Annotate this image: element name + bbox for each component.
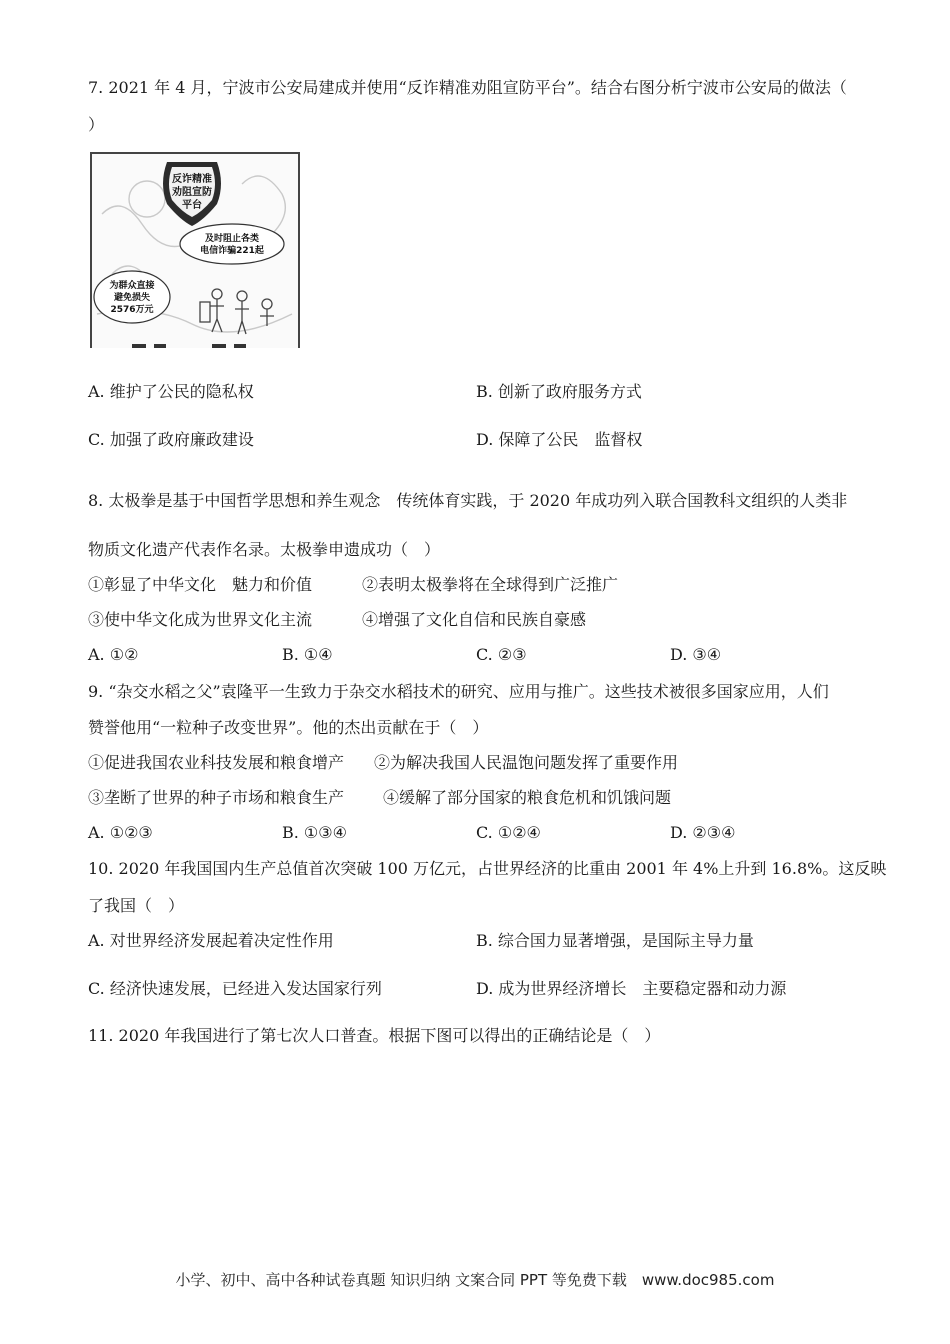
q9-stem-line2: 赞誉他用“一粒种子改变世界”。他的杰出贡献在于（ ） [88,718,489,737]
q11-stem-line1: 11. 2020 年我国进行了第七次人口普查。根据下图可以得出的正确结论是（ ） [88,1026,661,1045]
q9-option-a[interactable]: A. ①②③ [88,823,153,842]
shield-text-3: 平台 [182,200,202,211]
q9-option-c[interactable]: C. ①②④ [476,823,541,842]
q8-stem-line1: 8. 太极拳是基于中国哲学思想和养生观念 传统体育实践，于 2020 年成功列入联合国教科文组织的人类非 [88,491,848,510]
q10-option-d[interactable]: D. 成为世界经济增长 主要稳定器和动力源 [476,979,787,998]
q10-stem-line2: 了我国（ ） [88,896,185,915]
q9-option-d[interactable]: D. ②③④ [670,823,736,842]
q7-cartoon [92,154,298,348]
shield-text-2: 劝阻宣防 [172,187,212,198]
people-figures [200,289,274,334]
q8-statement-4: ④增强了文化自信和民族自豪感 [362,610,587,629]
caption-cutoff [132,344,246,348]
q10-stem-line1: 10. 2020 年我国国内生产总值首次突破 100 万亿元，占世界经济的比重由 2001 年 4%上升到 16.8%。这反映 [88,859,887,878]
q7-option-d[interactable]: D. 保障了公民 监督权 [476,430,643,449]
q7-option-a[interactable]: A. 维护了公民的隐私权 [88,382,254,401]
q8-stem-line2: 物质文化遗产代表作名录。太极拳申遗成功（ ） [88,540,441,559]
q7-stem-line1: 7. 2021 年 4 月，宁波市公安局建成并使用“反诈精准劝阻宣防平台”。结合右图分析宁波市公安局的做法（ [88,78,847,97]
q10-option-b[interactable]: B. 综合国力显著增强，是国际主导力量 [476,931,754,950]
q9-option-b[interactable]: B. ①③④ [282,823,347,842]
q7-option-c[interactable]: C. 加强了政府廉政建设 [88,430,254,449]
q8-option-a[interactable]: A. ①② [88,645,139,664]
q10-option-c[interactable]: C. 经济快速发展，已经进入发达国家行列 [88,979,382,998]
q8-statement-2: ②表明太极拳将在全球得到广泛推广 [362,575,619,594]
bubble-left-line3: 2576万元 [110,305,154,315]
q8-option-c[interactable]: C. ②③ [476,645,527,664]
q7-figure [90,152,300,348]
bubble-right-line2: 电信诈骗221起 [200,246,264,256]
q10-option-a[interactable]: A. 对世界经济发展起着决定性作用 [88,931,334,950]
shield-text-1: 反诈精准 [172,174,212,185]
bubble-left-line2: 避免损失 [113,293,151,303]
q9-statement-3: ③垄断了世界的种子市场和粮食生产 [88,788,345,807]
q8-option-d[interactable]: D. ③④ [670,645,722,664]
q9-statement-1: ①促进我国农业科技发展和粮食增产 [88,753,345,772]
bubble-right-line1: 及时阻止各类 [204,234,260,244]
q8-statement-3: ③使中华文化成为世界文化主流 [88,610,313,629]
page-footer: 小学、初中、高中各种试卷真题 知识归纳 文案合同 PPT 等免费下载 www.doc985.com [175,1271,775,1289]
q7-stem-line2: ） [88,115,105,134]
q8-statement-1: ①彰显了中华文化 魅力和价值 [88,575,313,594]
q9-stem-line1: 9. “杂交水稻之父”袁隆平一生致力于杂交水稻技术的研究、应用与推广。这些技术被很多国家应用，人们 [88,682,829,701]
bubble-left-line1: 为群众直接 [109,281,155,291]
bubble-right [180,224,284,264]
q9-statement-2: ②为解决我国人民温饱问题发挥了重要作用 [374,753,679,772]
q9-statement-4: ④缓解了部分国家的粮食危机和饥饿问题 [383,788,672,807]
q8-option-b[interactable]: B. ①④ [282,645,333,664]
q7-option-b[interactable]: B. 创新了政府服务方式 [476,382,642,401]
